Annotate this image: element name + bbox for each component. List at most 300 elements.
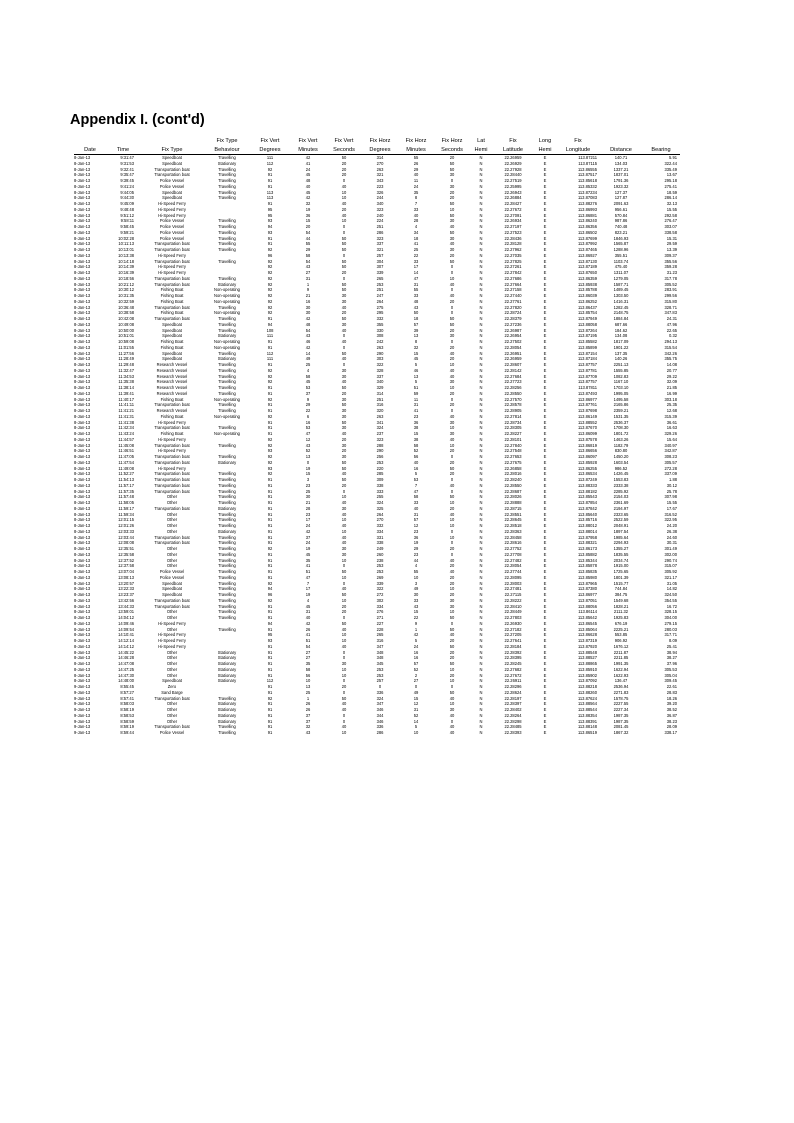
table-cell: 30: [341, 454, 347, 459]
table-cell: E: [543, 212, 547, 218]
table-cell: 20: [341, 270, 347, 275]
table-cell: 91: [267, 482, 273, 488]
table-cell: E: [543, 638, 547, 643]
table-cell: Other: [166, 523, 178, 528]
table-cell: 30: [449, 603, 455, 609]
table-cell: 22.27182: [504, 626, 522, 632]
table-cell: 113.87709: [577, 373, 597, 379]
table-cell: 8-Jan-13: [74, 178, 91, 183]
table-cell: 305.92: [664, 569, 677, 574]
table-cell: 113.86114: [578, 609, 597, 615]
table-cell: 8-Jan-13: [74, 408, 91, 413]
table-cell: 22.28197: [504, 695, 522, 701]
table-cell: 307: [376, 264, 384, 270]
table-cell: 0: [450, 310, 454, 316]
table-cell: 113.88354: [577, 712, 597, 718]
table-cell: E: [543, 689, 547, 695]
table-cell: 251: [376, 396, 384, 402]
table-cell: 11:42:34: [118, 425, 134, 431]
table-cell: 36: [413, 419, 419, 425]
table-cell: 50: [449, 643, 455, 649]
table-cell: 16.63: [666, 425, 677, 431]
table-cell: 8:58:53: [120, 712, 134, 718]
table-cell: 20: [449, 402, 455, 408]
table-cell: 113.88058: [577, 321, 597, 327]
table-cell: 113.87757: [577, 379, 597, 385]
table-cell: 11:45:08: [118, 442, 134, 448]
table-cell: 14:46:28: [118, 655, 134, 661]
table-cell: 14:47:08: [118, 661, 134, 666]
table-cell: 8.09: [669, 638, 677, 643]
table-cell: Hi-Speed Ferry: [158, 638, 186, 643]
table-cell: 50: [449, 201, 455, 206]
table-cell: E: [543, 172, 547, 178]
table-cell: N: [479, 471, 483, 477]
table-cell: 49: [413, 586, 419, 592]
table-cell: 13:07:04: [118, 569, 134, 574]
table-cell: 93: [267, 229, 273, 235]
table-cell: N: [479, 678, 483, 684]
table-cell: 22.27842: [504, 270, 522, 275]
table-cell: 328: [376, 367, 384, 373]
table-cell: 50: [449, 258, 455, 264]
table-row: [74, 621, 680, 627]
table-cell: 321.17: [664, 574, 677, 580]
table-cell: 8-Jan-13: [74, 511, 91, 517]
table-cell: 10:38:58: [118, 310, 134, 316]
table-cell: 308.23: [664, 454, 677, 459]
table-cell: 22.27928: [504, 166, 522, 172]
table-cell: 94: [267, 586, 273, 592]
table-cell: 40: [341, 707, 347, 712]
table-cell: 22.28687: [504, 488, 522, 494]
table-cell: 38: [413, 436, 419, 442]
table-cell: 22.27236: [504, 321, 522, 327]
table-cell: 137.35: [614, 350, 628, 356]
table-row: [74, 247, 680, 253]
table-cell: 309.45: [664, 678, 677, 684]
table-cell: 91: [267, 339, 273, 344]
table-cell: 30: [341, 321, 347, 327]
table-cell: 4: [306, 367, 310, 373]
table-cell: 11:39:41: [118, 390, 134, 396]
table-cell: N: [479, 183, 483, 189]
table-cell: N: [479, 551, 483, 557]
table-cell: 265: [376, 632, 384, 638]
table-cell: 288: [376, 442, 384, 448]
table-cell: Research Vessel: [156, 385, 188, 390]
table-cell: 303.18: [664, 396, 677, 402]
table-row: [74, 598, 680, 604]
table-cell: 10: [341, 195, 347, 201]
table-cell: 1676.12: [613, 643, 629, 649]
table-cell: Stationary: [217, 160, 237, 166]
table-cell: 11:41:21: [118, 408, 134, 413]
table-cell: Travelling: [218, 477, 236, 482]
table-cell: 355.75: [664, 356, 677, 362]
table-cell: N: [479, 379, 483, 385]
table-cell: 8-Jan-13: [74, 563, 91, 569]
table-cell: 9: [306, 396, 310, 402]
table-cell: 22.28305: [504, 425, 522, 431]
table-cell: 8-Jan-13: [74, 373, 91, 379]
table-row: [74, 230, 680, 236]
table-cell: 8-Jan-13: [74, 459, 91, 465]
table-cell: 91: [267, 603, 273, 609]
table-cell: N: [479, 724, 483, 730]
table-cell: 11:28:49: [118, 356, 134, 362]
table-cell: Transportation boat: [154, 540, 190, 546]
table-cell: Fishing Boat: [160, 310, 184, 316]
table-cell: 1279.05: [613, 275, 629, 281]
table-cell: E: [543, 517, 547, 523]
table-cell: 11:01:55: [118, 344, 134, 350]
table-cell: 2323.65: [613, 511, 629, 517]
table-cell: 11:47:54: [118, 459, 134, 465]
table-cell: E: [543, 379, 547, 385]
table-cell: 0: [342, 649, 346, 655]
table-cell: E: [543, 436, 547, 442]
table-cell: 8:58:59: [120, 718, 134, 724]
table-row: [74, 224, 680, 230]
table-cell: 0: [450, 287, 454, 293]
table-cell: 40: [413, 172, 419, 178]
table-cell: 10: [449, 666, 455, 672]
table-cell: 22.28485: [504, 724, 522, 730]
table-cell: N: [479, 597, 483, 603]
table-cell: 0: [414, 684, 418, 689]
table-cell: 8-Jan-13: [74, 488, 91, 494]
table-cell: Police Vessel: [159, 569, 185, 574]
table-cell: 332: [376, 316, 384, 321]
table-cell: 91: [267, 419, 273, 425]
column-header: Distance: [610, 146, 632, 153]
table-cell: 290: [376, 448, 384, 454]
table-cell: 92: [267, 471, 273, 477]
table-cell: 40: [341, 511, 347, 517]
table-cell: 40: [449, 241, 455, 247]
table-cell: 237: [376, 431, 384, 436]
table-cell: 42: [305, 344, 311, 350]
table-cell: Travelling: [218, 425, 236, 431]
table-cell: 50: [341, 465, 347, 471]
table-cell: 22.28222: [504, 597, 522, 603]
table-cell: 315.39: [664, 413, 677, 419]
table-cell: 12:37:58: [118, 563, 134, 569]
table-cell: E: [543, 183, 547, 189]
table-cell: 14:12:14: [118, 638, 134, 643]
table-cell: 22.27684: [504, 373, 522, 379]
table-cell: 91: [267, 235, 273, 241]
table-cell: Hi-Speed Ferry: [158, 212, 186, 218]
table-cell: 22.61: [666, 684, 677, 689]
table-cell: E: [543, 385, 547, 390]
table-cell: 26: [305, 707, 311, 712]
table-cell: E: [543, 178, 547, 183]
table-cell: 317.71: [664, 632, 677, 638]
table-cell: 1801.72: [613, 431, 629, 436]
table-cell: Other: [166, 563, 178, 569]
table-cell: Stationary: [217, 333, 237, 339]
table-cell: N: [479, 592, 483, 597]
table-cell: 22.27840: [504, 442, 522, 448]
table-cell: 21: [305, 293, 311, 298]
table-cell: 8-Jan-13: [74, 672, 91, 678]
table-cell: 11:35:38: [118, 379, 134, 385]
table-cell: 91: [267, 609, 273, 615]
table-cell: E: [543, 730, 547, 735]
table-cell: 30: [449, 333, 455, 339]
table-cell: 220: [376, 465, 384, 471]
table-cell: 8-Jan-13: [74, 206, 91, 212]
table-cell: 10: [413, 730, 419, 735]
table-cell: 255: [376, 494, 384, 500]
table-cell: 23: [305, 511, 311, 517]
table-cell: 50: [341, 695, 347, 701]
table-row: [74, 477, 680, 483]
table-cell: 12: [305, 436, 311, 442]
table-cell: N: [479, 166, 483, 172]
table-cell: 8-Jan-13: [74, 350, 91, 356]
table-cell: 45: [413, 356, 419, 362]
table-cell: 113.87670: [577, 425, 597, 431]
table-cell: 316: [376, 638, 384, 643]
table-cell: 32: [305, 201, 311, 206]
table-cell: 22.28054: [504, 344, 522, 350]
column-header: Fix Vert Seconds: [333, 138, 355, 153]
table-cell: E: [543, 661, 547, 666]
table-row: [74, 201, 680, 207]
table-cell: 22.27205: [504, 632, 522, 638]
table-cell: 10:18:56: [118, 275, 134, 281]
table-cell: 113.87920: [577, 643, 597, 649]
table-cell: 15.31: [666, 235, 677, 241]
table-cell: 22.28245: [504, 661, 522, 666]
table-cell: 4: [306, 597, 310, 603]
table-cell: 113.86359: [577, 275, 597, 281]
table-cell: 92: [267, 396, 273, 402]
table-cell: 19: [413, 540, 419, 546]
table-cell: 12.68: [666, 408, 677, 413]
table-cell: 92: [267, 459, 273, 465]
table-row: [74, 339, 680, 345]
table-cell: 40: [449, 436, 455, 442]
table-cell: 9:31:47: [120, 155, 134, 160]
table-cell: 28.83: [666, 689, 677, 695]
table-cell: 24: [413, 643, 419, 649]
table-cell: 22.26929: [504, 160, 522, 166]
table-cell: N: [479, 327, 483, 333]
table-cell: Travelling: [218, 390, 236, 396]
table-cell: 275: [376, 304, 384, 310]
table-cell: 10: [449, 425, 455, 431]
table-row: [74, 345, 680, 351]
table-cell: 10: [341, 632, 347, 638]
table-cell: 11: [413, 178, 419, 183]
table-cell: 20: [449, 546, 455, 551]
table-cell: 91: [267, 655, 273, 661]
table-cell: 30: [341, 373, 347, 379]
table-cell: E: [543, 333, 547, 339]
table-cell: 48: [413, 298, 419, 304]
table-cell: 51: [413, 385, 419, 390]
table-cell: E: [543, 448, 547, 454]
table-cell: 337: [376, 373, 384, 379]
table-cell: E: [543, 367, 547, 373]
table-cell: 1489.45: [613, 287, 629, 293]
table-cell: 10: [449, 586, 455, 592]
table-cell: 339: [376, 270, 384, 275]
table-cell: 113.87958: [577, 534, 597, 540]
table-cell: E: [543, 224, 547, 229]
table-cell: 1622.93: [613, 672, 629, 678]
table-cell: Non-operating: [214, 287, 240, 293]
table-cell: 91: [267, 689, 273, 695]
table-cell: 270: [376, 517, 384, 523]
table-cell: 50: [449, 229, 455, 235]
table-cell: 23: [413, 551, 419, 557]
table-cell: 13.67: [666, 172, 677, 178]
column-header: Date: [84, 146, 96, 153]
table-cell: 240: [376, 212, 384, 218]
table-cell: 113.88333: [577, 482, 597, 488]
table-cell: Other: [166, 672, 178, 678]
table-cell: Travelling: [218, 385, 236, 390]
table-cell: Speedboat: [162, 678, 182, 684]
table-cell: E: [543, 586, 547, 592]
table-cell: 3: [306, 477, 310, 482]
table-cell: Transportation boat: [154, 534, 190, 540]
table-cell: N: [479, 534, 483, 540]
table-cell: 22.27115: [504, 592, 522, 597]
table-cell: 16.72: [666, 603, 677, 609]
table-cell: 22.28436: [504, 235, 522, 241]
table-cell: 323: [376, 206, 384, 212]
table-cell: 93: [267, 638, 273, 643]
table-cell: E: [543, 408, 547, 413]
table-cell: 91: [267, 517, 273, 523]
table-cell: 22.25995: [504, 183, 522, 189]
table-cell: Transportation boat: [154, 402, 190, 408]
table-cell: 24.20: [666, 523, 677, 528]
table-cell: 1828.21: [613, 603, 629, 609]
table-cell: 309.37: [664, 252, 677, 258]
table-cell: 1915.00: [613, 563, 629, 569]
table-cell: 40: [449, 511, 455, 517]
table-cell: 113.88527: [577, 655, 597, 661]
table-cell: 1: [414, 626, 418, 632]
table-cell: 320: [376, 408, 384, 413]
table-cell: 10: [449, 523, 455, 528]
table-cell: 7: [414, 201, 418, 206]
table-cell: 10:21:12: [118, 281, 134, 287]
table-cell: Transportation boat: [154, 488, 190, 494]
table-cell: 91: [267, 707, 273, 712]
table-cell: 13:44:33: [118, 603, 134, 609]
table-cell: 227: [376, 620, 384, 626]
table-cell: Travelling: [218, 189, 236, 195]
table-cell: Travelling: [218, 172, 236, 178]
table-cell: E: [543, 632, 547, 638]
table-cell: 113: [266, 195, 274, 201]
table-cell: Transportation boat: [154, 482, 190, 488]
table-cell: 10:30:12: [118, 287, 134, 293]
table-cell: 15.64: [666, 436, 677, 442]
table-cell: 40: [305, 183, 311, 189]
table-cell: 9:44:05: [120, 189, 134, 195]
table-cell: 113.87811: [578, 385, 597, 390]
table-cell: 263: [376, 413, 384, 419]
table-cell: Travelling: [218, 166, 236, 172]
table-cell: 286: [376, 730, 384, 735]
table-cell: 20: [341, 172, 347, 178]
table-cell: 24: [305, 166, 311, 172]
table-cell: N: [479, 517, 483, 523]
table-cell: 11:43:24: [118, 431, 134, 436]
table-cell: 41: [413, 408, 419, 413]
table-cell: N: [479, 528, 483, 534]
table-cell: 283.91: [664, 287, 677, 293]
table-cell: 113.86656: [577, 448, 597, 454]
table-cell: 10: [449, 500, 455, 505]
table-cell: 113.87184: [577, 356, 597, 362]
table-cell: 113.86149: [577, 413, 597, 419]
table-cell: 50: [341, 419, 347, 425]
table-cell: 22.28240: [504, 477, 522, 482]
table-cell: N: [479, 454, 483, 459]
table-cell: 8-Jan-13: [74, 528, 91, 534]
table-cell: 8-Jan-13: [74, 580, 91, 586]
table-cell: 339: [376, 580, 384, 586]
table-cell: 8-Jan-13: [74, 201, 91, 206]
table-cell: 91: [267, 730, 273, 735]
table-cell: 2211.85: [613, 655, 629, 661]
table-row: [74, 276, 680, 282]
table-cell: 290: [376, 350, 384, 356]
table-cell: 36.87: [666, 712, 677, 718]
table-cell: Police Vessel: [159, 574, 185, 580]
table-cell: 0: [450, 408, 454, 413]
table-cell: 20: [341, 310, 347, 316]
table-cell: 92: [267, 436, 273, 442]
table-cell: 8-Jan-13: [74, 247, 91, 252]
table-cell: 91: [267, 718, 273, 724]
table-cell: 9: [414, 620, 418, 626]
table-cell: 9:44:30: [120, 195, 134, 201]
table-cell: N: [479, 287, 483, 293]
table-cell: 8:57:27: [120, 689, 134, 695]
table-cell: 40: [413, 505, 419, 511]
table-cell: 251: [376, 287, 384, 293]
table-cell: Other: [166, 666, 178, 672]
table-cell: 22.26934: [504, 218, 522, 224]
table-cell: 286.14: [664, 195, 677, 201]
table-cell: Transportation boat: [154, 172, 190, 178]
table-cell: 15.55: [666, 206, 677, 212]
table-cell: 1867.32: [613, 730, 629, 735]
table-cell: 113.86255: [577, 465, 597, 471]
table-cell: E: [543, 511, 547, 517]
table-cell: N: [479, 316, 483, 321]
table-cell: N: [479, 195, 483, 201]
table-cell: 253: [376, 666, 384, 672]
table-cell: N: [479, 350, 483, 356]
table-cell: 359.28: [664, 264, 677, 270]
table-cell: N: [479, 712, 483, 718]
table-cell: 113.86534: [577, 471, 597, 477]
table-cell: E: [543, 615, 547, 620]
table-cell: 30: [341, 408, 347, 413]
